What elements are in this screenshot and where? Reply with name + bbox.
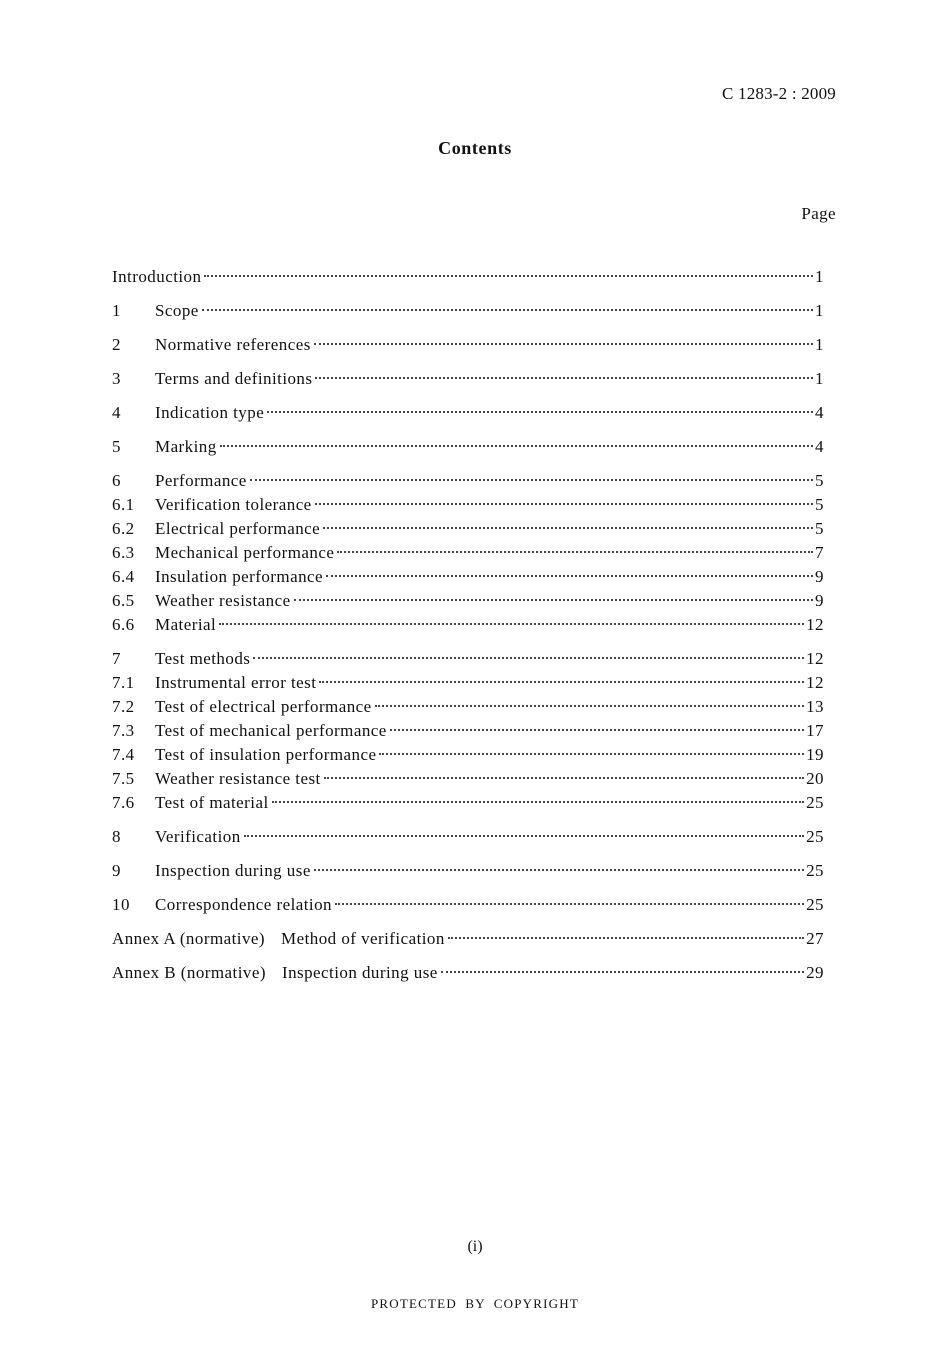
dot-leader [314, 869, 804, 871]
page-column-header: Page [801, 204, 836, 223]
toc-entry-page: 12 [806, 615, 824, 634]
toc-entry-number: 4 [112, 403, 121, 422]
toc-entry-7-1[interactable] [112, 671, 824, 695]
dot-leader [219, 623, 804, 625]
toc-entry-label: Insulation performance [155, 567, 324, 586]
toc-entry-label: Electrical performance [155, 519, 321, 538]
toc-entry-page: 7 [815, 543, 824, 562]
toc-entry-page: 19 [806, 745, 824, 764]
toc-entry-label: Indication type [155, 403, 265, 422]
dot-leader [202, 309, 813, 311]
toc-entry-page: 25 [806, 861, 824, 880]
dot-leader [220, 445, 813, 447]
dot-leader [326, 575, 813, 577]
toc-entry-7-6[interactable] [112, 791, 824, 815]
dot-leader [390, 729, 804, 731]
toc-entry-label: Method of verification [281, 929, 445, 948]
toc-entry-7-5[interactable] [112, 767, 824, 791]
toc-entry-label: Inspection during use [155, 861, 311, 880]
toc-entry-number: 2 [112, 335, 121, 354]
toc-entry-8[interactable] [112, 825, 824, 849]
toc-entry-number: 7.3 [112, 721, 135, 740]
dot-leader [267, 411, 813, 413]
toc-entry-label: Test of electrical performance [155, 697, 372, 716]
toc-entry-number: 7.5 [112, 769, 135, 788]
dot-leader [441, 971, 804, 973]
toc-entry-number: 7.6 [112, 793, 135, 812]
dot-leader [319, 681, 804, 683]
toc-entry-10[interactable] [112, 893, 824, 917]
toc-entry-9[interactable] [112, 859, 824, 883]
toc-entry-label: Inspection during use [281, 963, 438, 982]
toc-entry-annex-a[interactable] [112, 927, 824, 951]
page-number: (i) [467, 1238, 483, 1255]
dot-leader [323, 527, 813, 529]
toc-entry-6-6[interactable] [112, 613, 824, 637]
toc-entry-7[interactable] [112, 647, 824, 671]
toc-entry-7-3[interactable] [112, 719, 824, 743]
toc-entry-label: Verification tolerance [155, 495, 312, 514]
toc-entry-number: 8 [112, 827, 121, 846]
toc-entry-6-1[interactable] [112, 493, 824, 517]
toc-entry-6-5[interactable] [112, 589, 824, 613]
toc-entry-number: 1 [112, 301, 121, 320]
dot-leader [335, 903, 804, 905]
toc-entry-page: 1 [815, 335, 824, 354]
toc-entry-label: Verification [155, 827, 241, 846]
toc-entry-6[interactable] [112, 469, 824, 493]
toc-entry-number: 9 [112, 861, 121, 880]
toc-entry-page: 17 [806, 721, 824, 740]
dot-leader [324, 777, 804, 779]
toc-entry-page: 4 [815, 437, 824, 456]
dot-leader [294, 599, 813, 601]
toc-entry-1[interactable] [112, 299, 824, 323]
toc-entry-number: 6 [112, 471, 121, 490]
dot-leader [253, 657, 804, 659]
toc-entry-label: Scope [155, 301, 199, 320]
toc-entry-number: Annex B (normative) [112, 963, 266, 982]
toc-entry-6-2[interactable] [112, 517, 824, 541]
toc-entry-page: 5 [815, 519, 824, 538]
toc-entry-number: 6.5 [112, 591, 135, 610]
toc-entry-label: Mechanical performance [155, 543, 335, 562]
toc-entry-number: 7 [112, 649, 121, 668]
dot-leader [315, 377, 813, 379]
toc-entry-label: Test of insulation performance [155, 745, 377, 764]
toc-entry-7-4[interactable] [112, 743, 824, 767]
toc-entry-label: Instrumental error test [155, 673, 317, 692]
toc-entry-label: Test methods [155, 649, 251, 668]
toc-entry-page: 5 [815, 495, 824, 514]
toc-entry-label: Weather resistance test [155, 769, 321, 788]
toc-entry-page: 13 [806, 697, 824, 716]
toc-entry-label: Terms and definitions [155, 369, 313, 388]
toc-entry-page: 25 [806, 895, 824, 914]
toc-entry-page: 12 [806, 673, 824, 692]
toc-entry-label: Weather resistance [155, 591, 291, 610]
toc-entry-page: 25 [806, 827, 824, 846]
toc-entry-page: 29 [806, 963, 824, 982]
dot-leader [315, 503, 813, 505]
dot-leader [337, 551, 813, 553]
toc-entry-annex-b[interactable] [112, 961, 824, 985]
toc-entry-number: Annex A (normative) [112, 929, 266, 948]
toc-entry-number: 6.1 [112, 495, 135, 514]
toc-entry-page: 27 [806, 929, 824, 948]
toc-entry-page: 9 [815, 567, 824, 586]
toc-entry-number: 3 [112, 369, 121, 388]
toc-entry-number: 6.6 [112, 615, 135, 634]
dot-leader [379, 753, 804, 755]
toc-entry-page: 1 [815, 301, 824, 320]
toc-entry-page: 25 [806, 793, 824, 812]
dot-leader [204, 275, 813, 277]
document-id: C 1283-2 : 2009 [722, 84, 836, 103]
toc-entry-6-3[interactable] [112, 541, 824, 565]
toc-entry-page: 12 [806, 649, 824, 668]
toc-entry-3[interactable] [112, 367, 824, 391]
toc-entry-page: 1 [815, 267, 824, 286]
toc-entry-page: 9 [815, 591, 824, 610]
toc-entry-5[interactable] [112, 435, 824, 459]
toc-entry-page: 4 [815, 403, 824, 422]
page-title: Contents [438, 138, 512, 158]
toc-entry-number: 6.3 [112, 543, 135, 562]
toc-entry-label: Material [155, 615, 217, 634]
toc-entry-label: Marking [155, 437, 217, 456]
dot-leader [375, 705, 804, 707]
table-of-contents [112, 265, 824, 985]
toc-entry-4[interactable] [112, 401, 824, 425]
toc-entry-label: Performance [155, 471, 247, 490]
dot-leader [448, 937, 804, 939]
toc-entry-label: Test of mechanical performance [155, 721, 387, 740]
toc-entry-number: 10 [112, 895, 130, 914]
toc-entry-number: 7.4 [112, 745, 135, 764]
toc-entry-label: Introduction [112, 267, 202, 286]
toc-entry-label: Correspondence relation [155, 895, 332, 914]
copyright-footer: PROTECTED BY COPYRIGHT [371, 1296, 579, 1311]
toc-entry-introduction[interactable] [112, 265, 824, 289]
toc-entry-number: 6.2 [112, 519, 135, 538]
toc-entry-number: 7.1 [112, 673, 135, 692]
dot-leader [244, 835, 804, 837]
toc-entry-label: Normative references [155, 335, 311, 354]
toc-entry-6-4[interactable] [112, 565, 824, 589]
dot-leader [250, 479, 813, 481]
toc-entry-number: 6.4 [112, 567, 135, 586]
toc-entry-page: 1 [815, 369, 824, 388]
toc-entry-label: Test of material [155, 793, 269, 812]
toc-entry-number: 7.2 [112, 697, 135, 716]
dot-leader [314, 343, 813, 345]
toc-entry-2[interactable] [112, 333, 824, 357]
toc-entry-page: 20 [806, 769, 824, 788]
dot-leader [272, 801, 804, 803]
toc-entry-number: 5 [112, 437, 121, 456]
toc-entry-page: 5 [815, 471, 824, 490]
toc-entry-7-2[interactable] [112, 695, 824, 719]
